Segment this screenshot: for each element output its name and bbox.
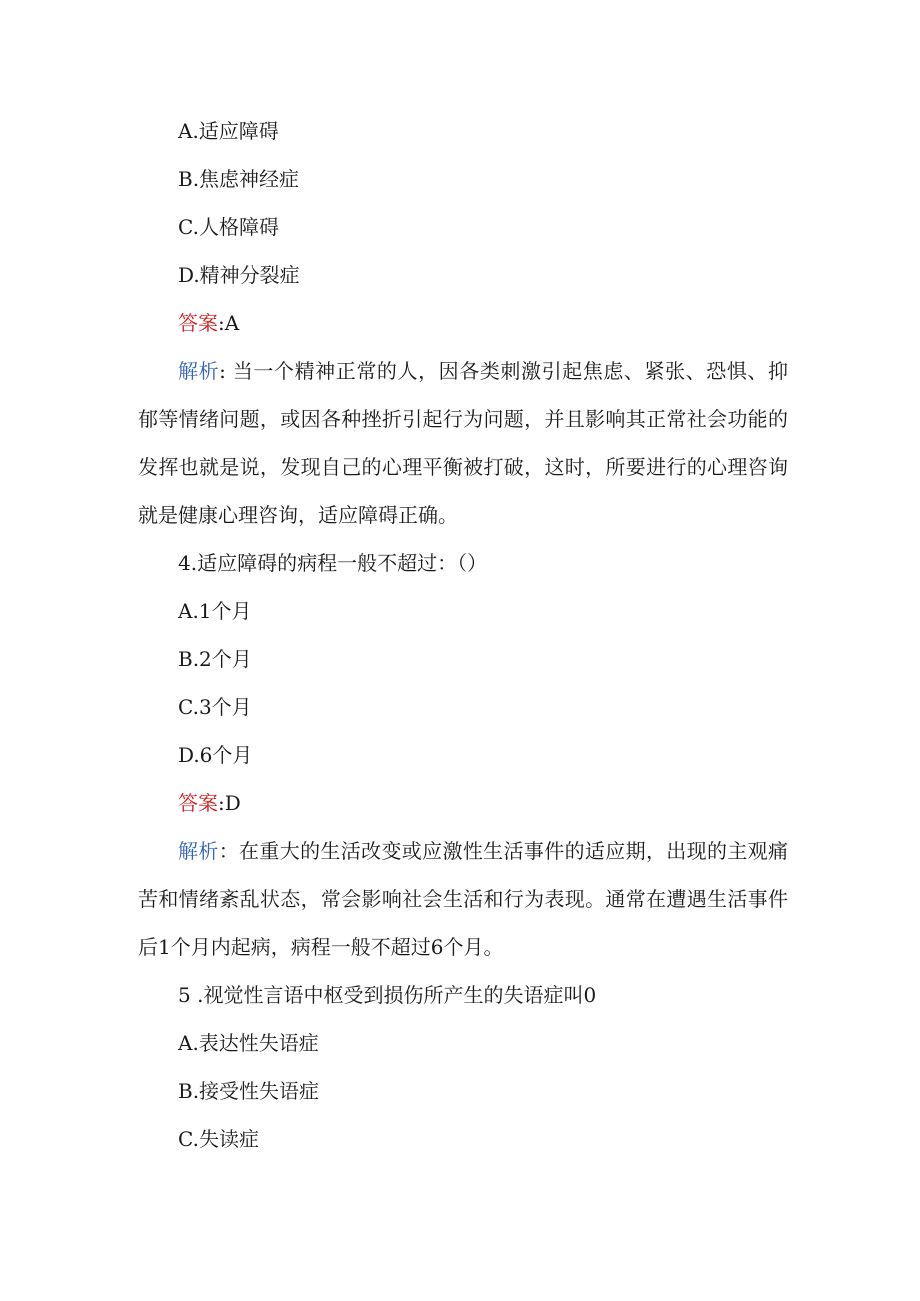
q4-option-b: B.2个月: [178, 647, 252, 671]
q4-option-a: A.1个月: [178, 599, 252, 623]
q4-option-d: D.6个月: [178, 743, 253, 767]
q5-option-c: C.失读症: [178, 1127, 259, 1151]
q3-option-b: B.焦虑神经症: [178, 167, 300, 191]
q4-answer-label: 答案: [178, 791, 218, 815]
q3-answer-label: 答案: [178, 311, 218, 335]
q4-option-c: C.3个月: [178, 695, 252, 719]
q3-analysis-text: : 当一个精神正常的人，因各类刺激引起焦虑、紧张、恐惧、抑郁等情绪问题，或因各种挫折引起行为问题，并且影响其正常社会功能的发挥也就是说，发现自己的心理平衡被打破，这时，所要进行的心理咨询就是健康心理咨询，适应障碍正确。: [138, 359, 788, 527]
q4-analysis: [138, 827, 788, 971]
q3-answer: [178, 311, 239, 335]
q4-answer-value: :D: [218, 791, 241, 815]
q3-option-c: C.人格障碍: [178, 215, 279, 239]
q4-analysis-text: ：在重大的生活改变或应激性生活事件的适应期，出现的主观痛苦和情绪紊乱状态，常会影响社会生活和行为表现。通常在遭遇生活事件后1个月内起病，病程一般不超过6个月。: [138, 839, 789, 959]
q4-question: 4.适应障碍的病程一般不超过：（）: [178, 551, 488, 575]
q4-analysis-label: 解析: [178, 839, 219, 863]
q5-question: 5 .视觉性言语中枢受到损伤所产生的失语症叫0: [178, 983, 597, 1007]
q4-answer: [178, 791, 241, 815]
q3-option-d: D.精神分裂症: [178, 263, 300, 287]
q3-answer-value: :A: [218, 311, 240, 335]
q3-analysis: [138, 347, 788, 539]
q3-option-a: A.适应障碍: [178, 119, 279, 143]
q5-option-a: A.表达性失语症: [178, 1031, 319, 1055]
q5-option-b: B.接受性失语症: [178, 1079, 320, 1103]
q3-analysis-label: 解析: [178, 359, 220, 383]
